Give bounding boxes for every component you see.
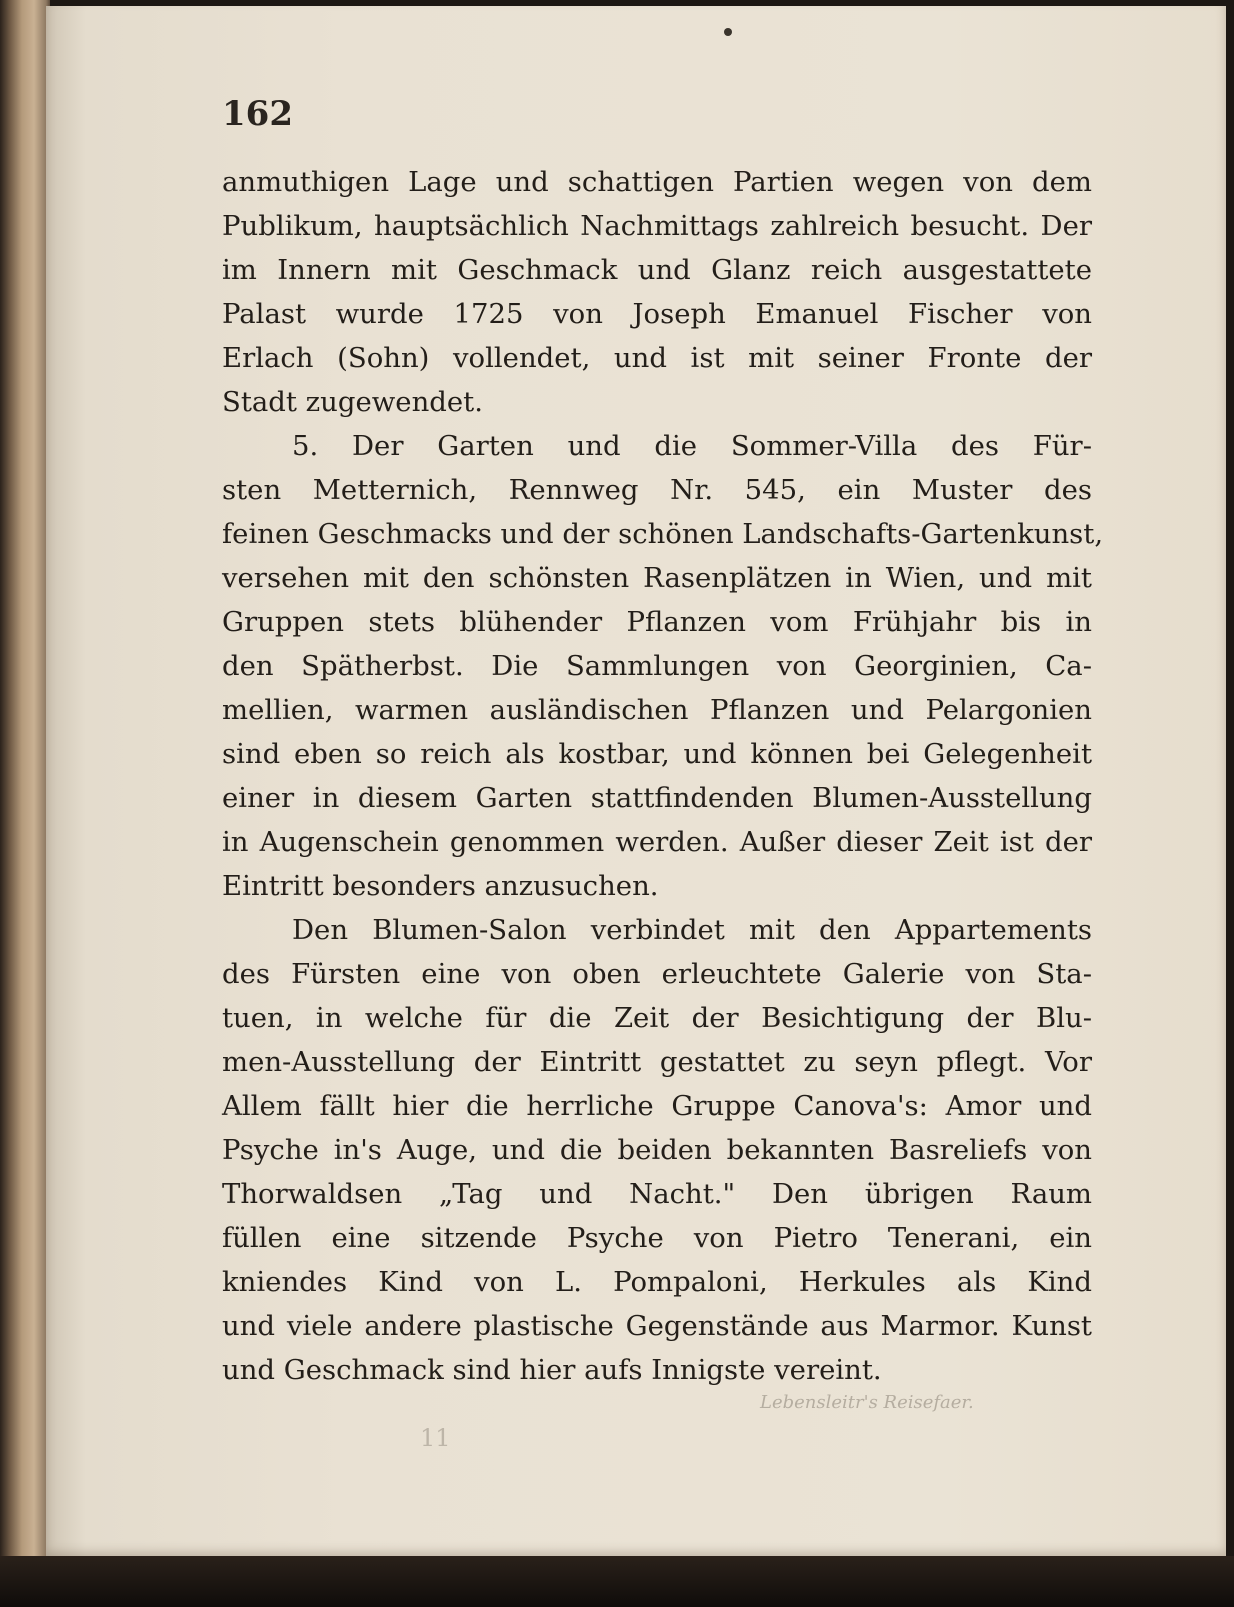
text-line: füllen eine sitzende Psyche von Pietro Tenerani, ein (222, 1222, 1092, 1254)
text-line: feinen Geschmacks und der schönen Landschafts-Gartenkunst, (222, 518, 1104, 550)
text-line: Erlach (Sohn) vollendet, und ist mit seiner Fronte der (222, 342, 1092, 374)
text-line: Palast wurde 1725 von Joseph Emanuel Fischer von (222, 298, 1092, 330)
bleed-through-number: 11 (420, 1424, 451, 1452)
text-line: Psyche in's Auge, und die beiden bekannten Basreliefs von (222, 1134, 1092, 1166)
text-line: und Geschmack sind hier aufs Innigste vereint. (222, 1354, 882, 1386)
text-line: Den Blumen-Salon verbindet mit den Appartements (292, 914, 1092, 946)
text-line: Stadt zugewendet. (222, 386, 483, 418)
bleed-through-text: Lebensleitr's Reisefaer. (760, 1392, 974, 1413)
text-line: anmuthigen Lage und schattigen Partien wegen von dem (222, 166, 1092, 198)
paragraph-2 (222, 424, 1104, 908)
text-line: Allem fällt hier die herrliche Gruppe Canova's: Amor und (222, 1090, 1092, 1122)
page-number: 162 (222, 94, 293, 134)
text-line: Thorwaldsen „Tag und Nacht." Den übrigen Raum (222, 1178, 1092, 1210)
text-line: mellien, warmen ausländischen Pflanzen und Pelargonien (222, 694, 1092, 726)
text-line: sind eben so reich als kostbar, und können bei Gelegenheit (222, 738, 1092, 770)
text-line: 5. Der Garten und die Sommer-Villa des Für- (292, 430, 1092, 462)
body-text (222, 160, 1104, 1392)
text-line: einer in diesem Garten stattfindenden Blumen-Ausstellung (222, 782, 1092, 814)
text-line: sten Metternich, Rennweg Nr. 545, ein Muster des (222, 474, 1092, 506)
text-line: im Innern mit Geschmack und Glanz reich ausgestattete (222, 254, 1092, 286)
text-line: men-Ausstellung der Eintritt gestattet zu seyn pflegt. Vor (222, 1046, 1092, 1078)
text-line: Publikum, hauptsächlich Nachmittags zahlreich besucht. Der (222, 210, 1092, 242)
bottom-shadow (0, 1556, 1234, 1607)
text-line: Gruppen stets blühender Pflanzen vom Frühjahr bis in (222, 606, 1092, 638)
text-line: Eintritt besonders anzusuchen. (222, 870, 659, 902)
text-line: des Fürsten eine von oben erleuchtete Galerie von Sta- (222, 958, 1092, 990)
text-line: tuen, in welche für die Zeit der Besichtigung der Blu- (222, 1002, 1092, 1034)
text-line: kniendes Kind von L. Pompaloni, Herkules als Kind (222, 1266, 1092, 1298)
text-line: den Spätherbst. Die Sammlungen von Georginien, Ca- (222, 650, 1092, 682)
ink-speck (724, 28, 732, 36)
paragraph-3 (222, 908, 1092, 1392)
paragraph-1 (222, 160, 1092, 424)
text-line: versehen mit den schönsten Rasenplätzen in Wien, und mit (222, 562, 1092, 594)
book-spine-edge (0, 0, 50, 1560)
text-line: in Augenschein genommen werden. Außer dieser Zeit ist der (222, 826, 1092, 858)
text-line: und viele andere plastische Gegenstände aus Marmor. Kunst (222, 1310, 1092, 1342)
